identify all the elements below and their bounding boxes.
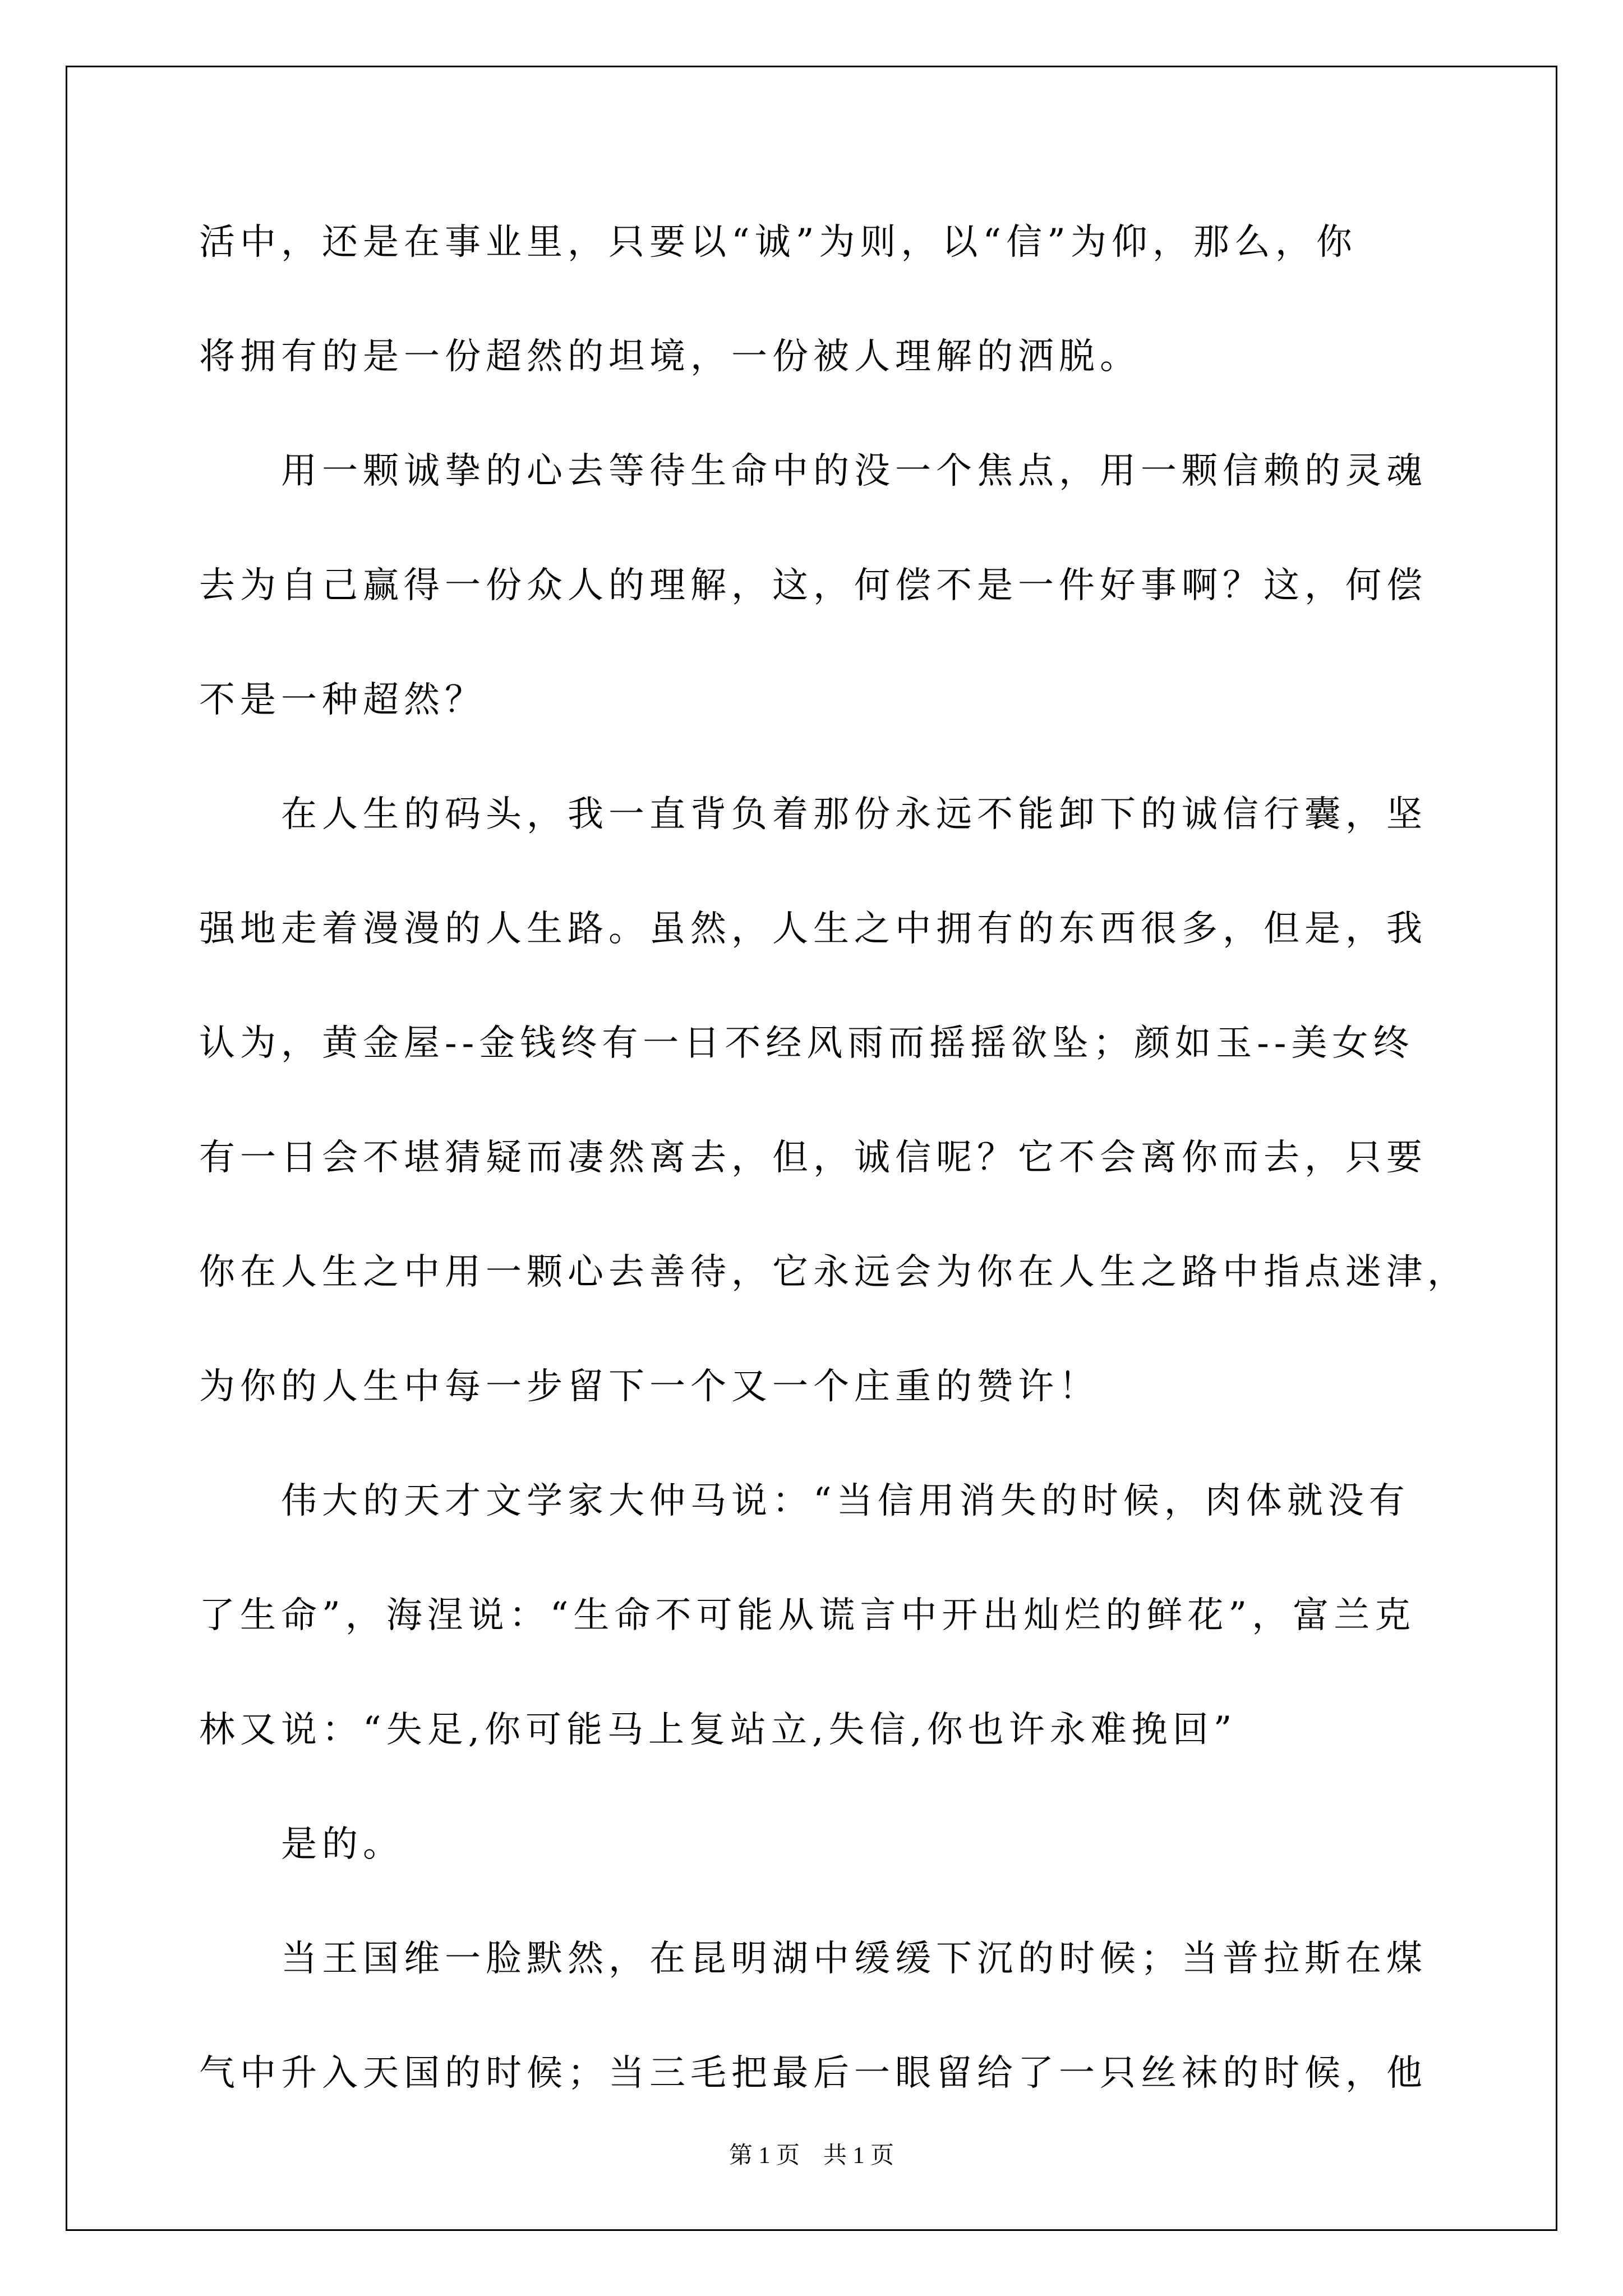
text-line: 去为自己赢得一份众人的理解，这，何偿不是一件好事啊？这，何偿 (199, 565, 1427, 606)
text-line: 气中升入天国的时候；当三毛把最后一眼留给了一只丝袜的时候，他 (199, 2053, 1427, 2094)
text-line: 在人生的码头，我一直背负着那份永远不能卸下的诚信行囊，坚 (199, 794, 1427, 835)
document-body (199, 214, 1468, 2160)
page-footer: 第 1 页 共 1 页 (728, 2143, 894, 2169)
text-line: 为你的人生中每一步留下一个又一个庄重的赞许！ (199, 1366, 1100, 1407)
text-line: 当王国维一脸默然，在昆明湖中缓缓下沉的时候；当普拉斯在煤 (199, 1938, 1427, 1980)
text-line: 伟大的天才文学家大仲马说：“当信用消失的时候，肉体就没有 (199, 1480, 1410, 1522)
text-line: 强地走着漫漫的人生路。虽然，人生之中拥有的东西很多，但是，我 (199, 908, 1427, 950)
text-line: 活中，还是在事业里，只要以“诚”为则，以“信”为仰，那么，你 (199, 222, 1357, 263)
text-line: 了生命”，海涅说：“生命不可能从谎言中开出灿烂的鲜花”，富兰克 (199, 1595, 1416, 1636)
text-line: 认为，黄金屋--金钱终有一日不经风雨而摇摇欲坠；颜如玉--美女终 (199, 1023, 1414, 1064)
text-line: 用一颗诚挚的心去等待生命中的没一个焦点，用一颗信赖的灵魂 (199, 450, 1427, 492)
text-line: 将拥有的是一份超然的坦境，一份被人理解的洒脱。 (199, 336, 1141, 378)
text-line: 是的。 (199, 1824, 404, 1865)
text-line: 你在人生之中用一颗心去善待，它永远会为你在人生之路中指点迷津， (199, 1251, 1468, 1293)
text-line: 有一日会不堪猜疑而凄然离去，但，诚信呢？它不会离你而去，只要 (199, 1137, 1427, 1179)
text-line: 不是一种超然？ (199, 679, 486, 721)
text-line: 林又说：“失足,你可能马上复站立,失信,你也许永难挽回” (199, 1709, 1237, 1751)
